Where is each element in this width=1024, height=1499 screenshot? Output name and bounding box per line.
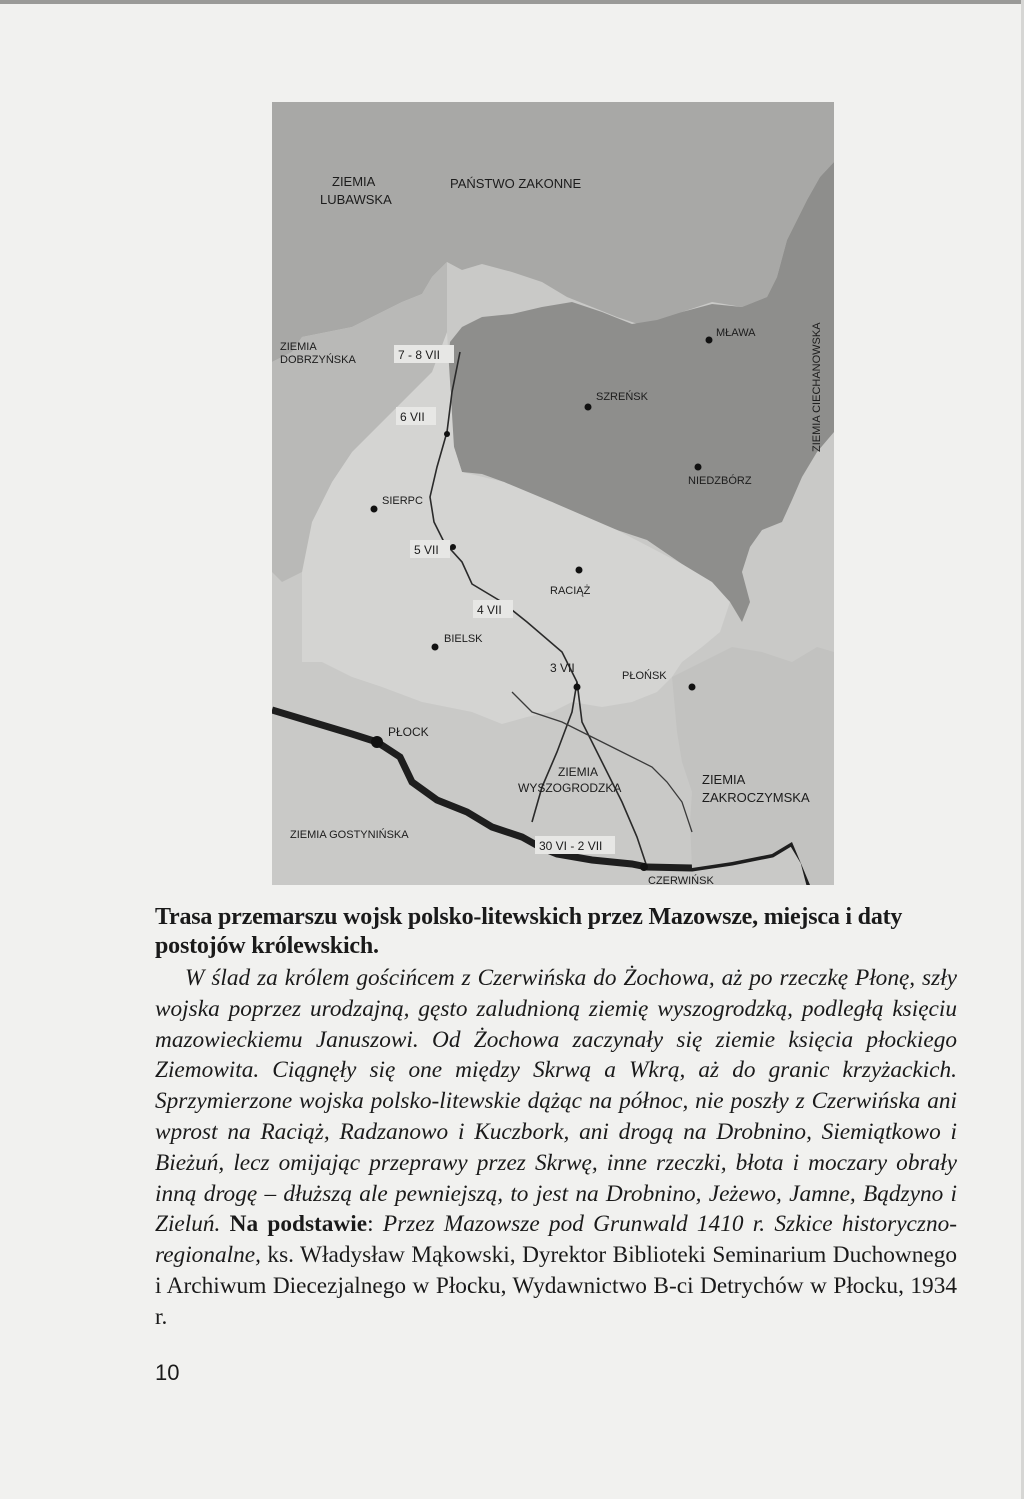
region-zakroczym (672, 647, 834, 885)
label-plock: PŁOCK (388, 725, 429, 739)
stop-dot-6vii (444, 431, 450, 437)
label-date-6: 6 VII (400, 410, 425, 424)
source-rest: ks. Władysław Mąkowski, Dyrektor Biblioteki Seminarium Duchownego i Archiwum Diecezjalnego w Płocku, Wydawnictwo B-ci Detrychów w Płocku, 1934 r. (155, 1242, 957, 1330)
label-bielsk: BIELSK (444, 633, 483, 645)
town-dot-bielsk (432, 644, 439, 651)
page-top-edge (0, 0, 1024, 4)
label-ziemia-ciechanowska: ZIEMIA CIECHANOWSKA (811, 322, 823, 452)
label-ziemia-zakroczymska-2: ZAKROCZYMSKA (702, 790, 810, 805)
label-czerwinsk: CZERWIŃSK (648, 875, 714, 885)
label-date-3: 3 VII (550, 661, 575, 675)
label-mlawa: MŁAWA (716, 327, 756, 339)
town-dot-niedzborz (695, 464, 702, 471)
caption-body (155, 963, 957, 1333)
label-ziemia-dobrzynska-1: ZIEMIA (280, 341, 317, 353)
label-szrensk: SZREŃSK (596, 391, 648, 403)
label-date-4: 4 VII (477, 603, 502, 617)
source-colon: : (367, 1211, 374, 1238)
town-dot-czerwinsk (640, 863, 648, 871)
town-dot-plonsk (689, 684, 696, 691)
source-title: Przez Mazowsze pod Grunwald 1410 r. Szkice historyczno-regionalne, (155, 1211, 958, 1269)
source-label: Na podstawie (229, 1211, 368, 1238)
town-dot-szrensk (585, 404, 592, 411)
town-dot-sierpc (371, 506, 378, 513)
label-ziemia-dobrzynska-2: DOBRZYŃSKA (280, 354, 356, 366)
label-sierpc: SIERPC (382, 495, 423, 507)
caption-body-italic: W ślad za królem gościńcem z Czerwińska do Żochowa, aż po rzeczkę Płonę, szły wojska poprzez urodzajną, gęsto zaludnioną ziemię wyszogrodzką, podległą księciu mazowieckiemu Januszowi. Od Żochowa zaczynały się ziemie księcia płockiego Ziemowita. Ciągnęły się one między Skrwą a Wkrą, aż do granic krzyżackich. Sprzymierzone wojska polsko-litewskie dążąc na północ, nie poszły z Czerwińska ani wprost na Raciąż, Radzanowo i Kuczbork, ani drogą na Drobnino, Siemiątkowo i Bieżuń, lecz omijając przeprawy przez Skrwę, inne rzeczki, błota i moczary obrały inną drogę – dłuższą ale pewniejszą, to jest na Drobnino, Jeżewo, Jamne, Bądzyno i Zieluń. (155, 965, 957, 1238)
page-number: 10 (155, 1360, 180, 1385)
label-ziemia-zakroczymska-1: ZIEMIA (702, 772, 746, 787)
town-dot-plock (371, 736, 383, 748)
label-raciaz: RACIĄŻ (550, 585, 591, 597)
town-dot-3vii (574, 684, 581, 691)
label-ziemia-lubawska-1: ZIEMIA (332, 174, 376, 189)
historical-map (272, 102, 834, 885)
label-niedzborz: NIEDZBÓRZ (688, 475, 752, 487)
label-ziemia-wyszogrodzka-1: ZIEMIA (558, 765, 599, 779)
town-dot-raciaz (576, 567, 583, 574)
label-ziemia-wyszogrodzka-2: WYSZOGRODZKA (518, 781, 622, 795)
town-dot-mlawa (706, 337, 713, 344)
label-date-7-8: 7 - 8 VII (398, 348, 441, 362)
label-date-30-2: 30 VI - 2 VII (539, 839, 603, 853)
label-ziemia-gostyninska: ZIEMIA GOSTYNIŃSKA (290, 829, 409, 841)
caption-title: Trasa przemarszu wojsk polsko-litewskich przez Mazowsze, miejsca i daty postojów królewskich. (155, 904, 903, 959)
label-date-5: 5 VII (414, 543, 439, 557)
label-ziemia-lubawska-2: LUBAWSKA (320, 192, 392, 207)
label-panstwo-zakonne: PAŃSTWO ZAKONNE (450, 176, 582, 191)
label-plonsk: PŁOŃSK (622, 670, 667, 682)
stop-dot-5vii (450, 544, 456, 550)
